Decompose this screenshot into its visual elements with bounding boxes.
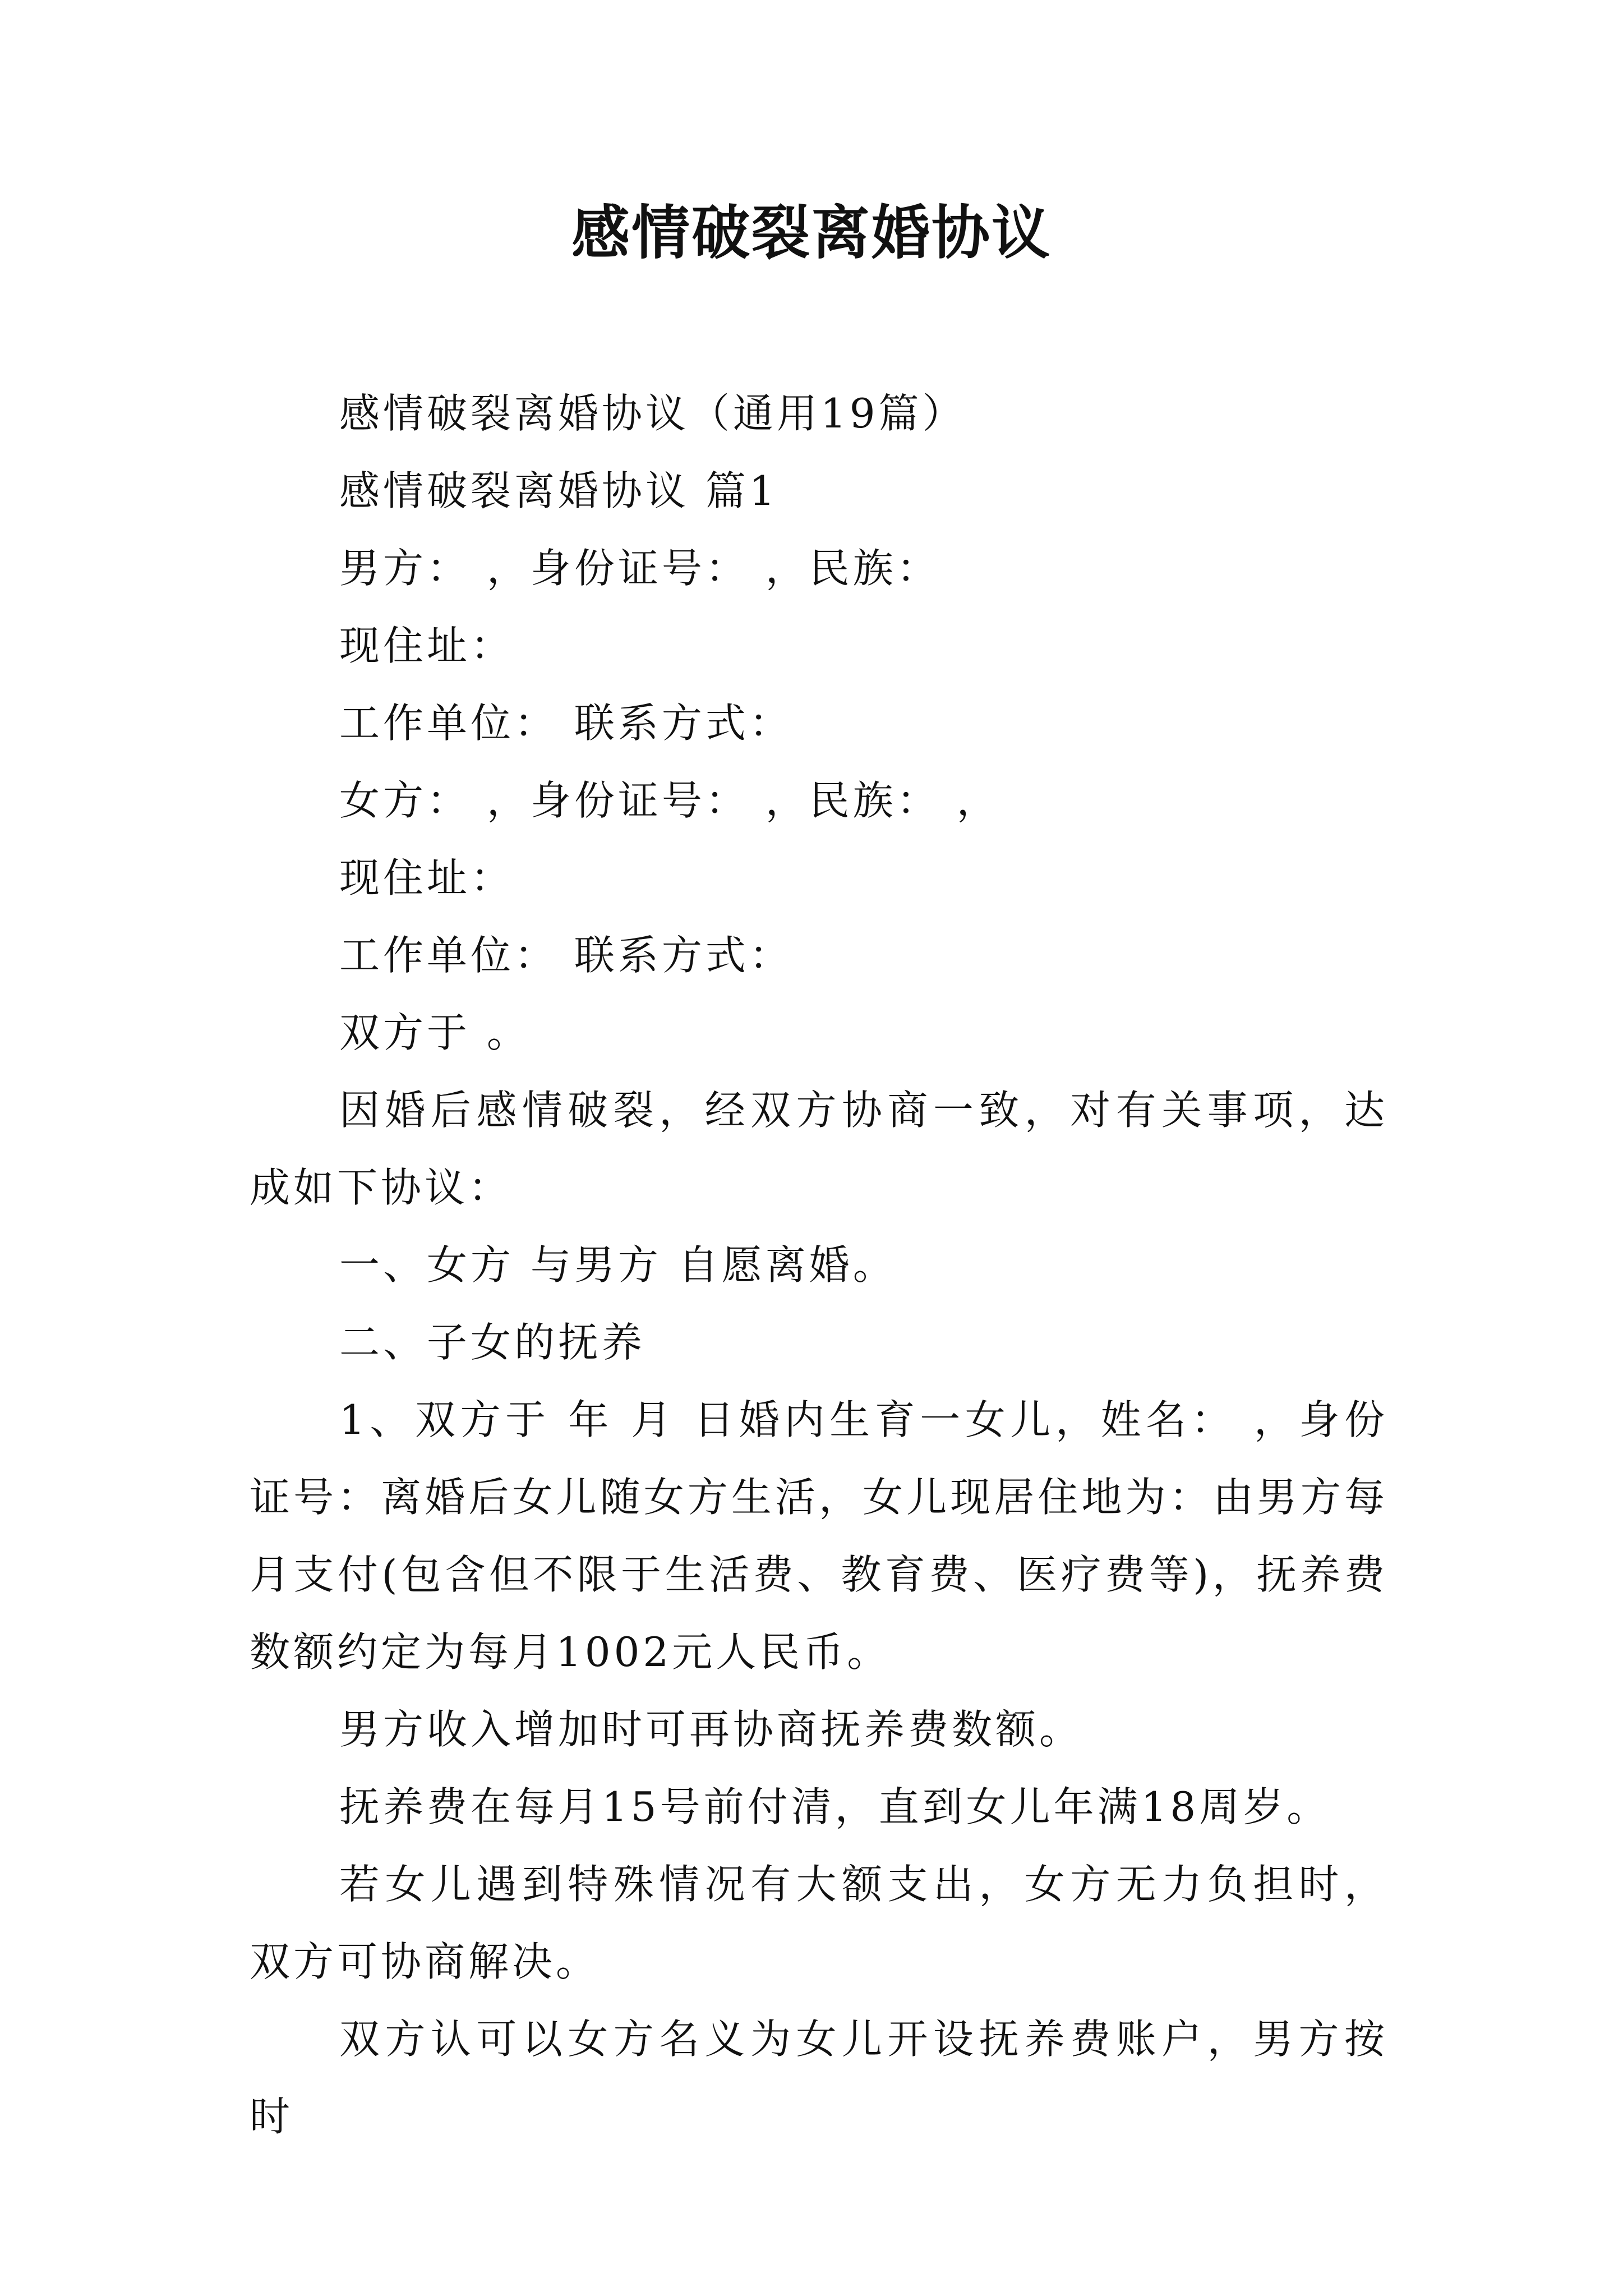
marriage-date-line: 双方于 。 bbox=[339, 1009, 531, 1056]
female-address-line: 现住址： bbox=[339, 854, 515, 901]
clause-2-1-paragraph: 1、双方于 年 月 日婚内生育一女儿，姓名： ，身份证号：离婚后女儿随女方生活，女儿现居住地为：由男方每月支付(包含但不限于生活费、教育费、医疗费等)，抚养费数额约定为每月1002元人民币。 bbox=[250, 1396, 1388, 1676]
paragraph: 若女儿遇到特殊情况有大额支出，女方无力负担时，双方可协商解决。 bbox=[250, 1861, 1388, 1985]
document-title: 感情破裂离婚协议 bbox=[571, 199, 1052, 267]
paragraph: 双方认可以女方名义为女儿开设抚养费账户，男方按时 bbox=[250, 2016, 1388, 2140]
male-work-line: 工作单位： 联系方式： bbox=[339, 700, 793, 747]
paragraph: 男方收入增加时可再协商抚养费数额。 bbox=[339, 1706, 1083, 1753]
male-address-line: 现住址： bbox=[339, 622, 515, 669]
preamble-paragraph: 因婚后感情破裂，经双方协商一致，对有关事项，达成如下协议： bbox=[250, 1087, 1388, 1211]
female-party-line: 女方： ，身份证号： ，民族： ， bbox=[339, 777, 1000, 824]
doc-heading-line: 感情破裂离婚协议（通用19篇） bbox=[339, 390, 966, 437]
paragraph: 抚养费在每月15号前付清，直到女儿年满18周岁。 bbox=[339, 1783, 1331, 1830]
section-heading: 感情破裂离婚协议 篇1 bbox=[339, 467, 778, 514]
clause-1: 一、女方 与男方 自愿离婚。 bbox=[339, 1241, 897, 1289]
document-body bbox=[250, 375, 1388, 2155]
male-party-line: 男方： ，身份证号： ，民族： bbox=[339, 545, 940, 592]
clause-2-heading: 二、子女的抚养 bbox=[339, 1319, 646, 1366]
female-work-line: 工作单位： 联系方式： bbox=[339, 932, 793, 979]
